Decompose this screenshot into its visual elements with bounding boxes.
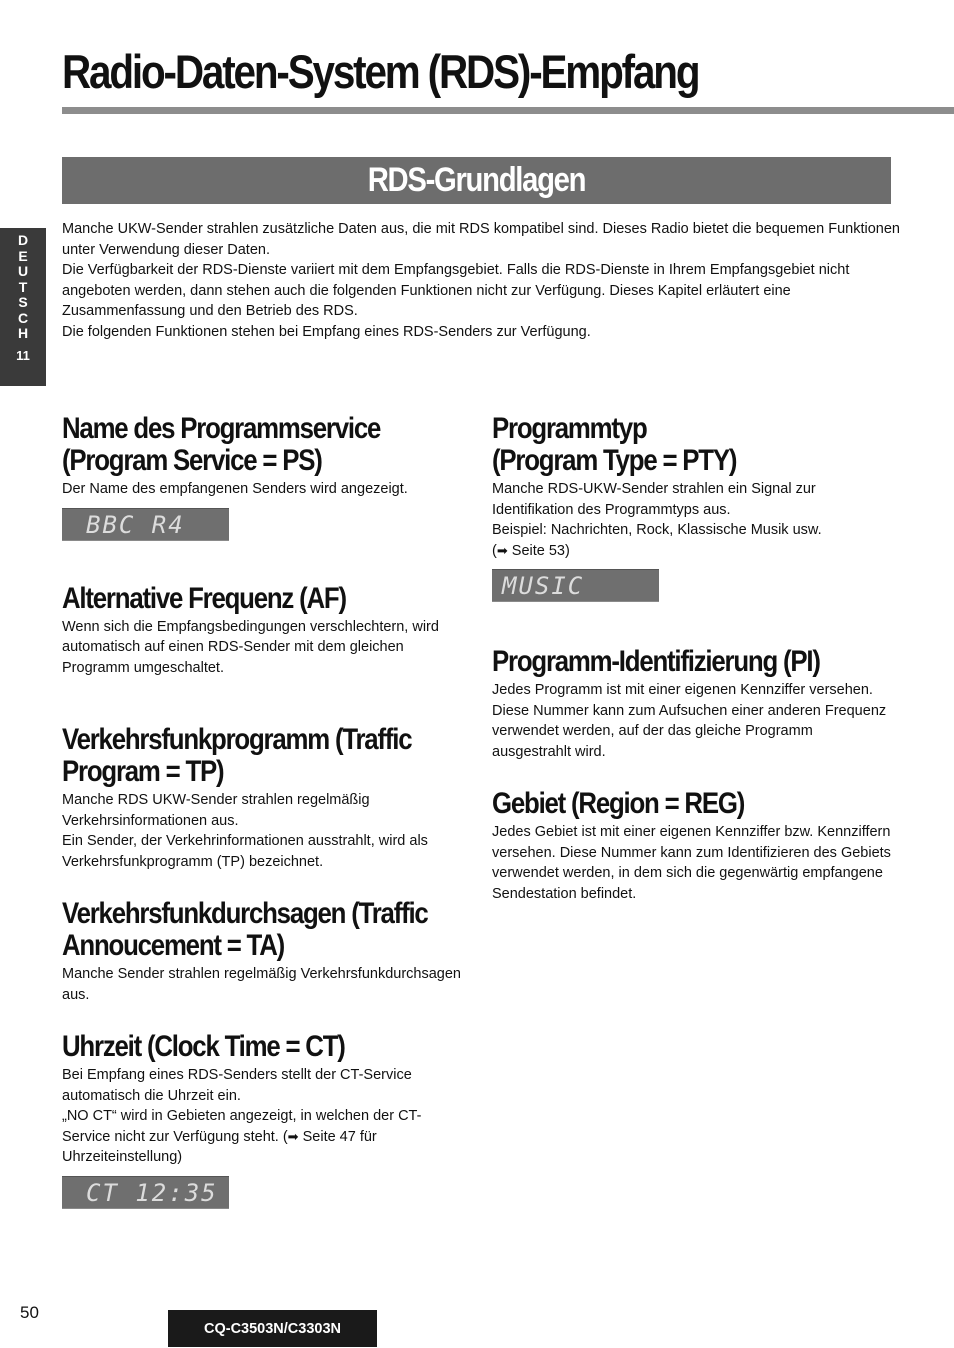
af-body: Wenn sich die Empfangsbedingungen verschlechtern, wird automatisch auf einen RDS-Sender mit dem gleichen Programm umgeschaltet. (62, 618, 439, 676)
section-ps (62, 413, 462, 541)
reg-heading: Gebiet (Region = REG) (492, 787, 745, 820)
ct-display-text: CT 12:35 (86, 1178, 218, 1207)
section-ct (62, 1031, 462, 1209)
left-column (62, 413, 462, 1209)
tp-heading: Verkehrsfunkprogramm (Traffic Program = TP) (62, 723, 412, 788)
section-pty (492, 413, 892, 602)
arrow-right-icon: ➡ (287, 1128, 299, 1144)
ps-heading: Name des Programmservice (Program Service = PS) (62, 412, 381, 477)
section-ta (62, 898, 462, 1005)
ct-body-1: Bei Empfang eines RDS-Senders stellt der CT-Service automatisch die Uhrzeit ein. (62, 1067, 412, 1104)
chapter-number: 11 (16, 347, 30, 363)
section-af (62, 583, 462, 679)
ps-display-text: BBC R4 (86, 510, 185, 539)
section-tp (62, 724, 462, 872)
tp-body-1: Manche RDS UKW-Sender strahlen regelmäßig Verkehrsinformationen aus. (62, 792, 370, 829)
ps-body: Der Name des empfangenen Senders wird angezeigt. (62, 481, 408, 497)
pty-body-2: Beispiel: Nachrichten, Rock, Klassische Musik usw. (492, 522, 822, 538)
pty-body-1: Manche RDS-UKW-Sender strahlen ein Signal zur Identifikation des Programmtyps aus. (492, 481, 816, 518)
arrow-right-icon: ➡ (496, 542, 508, 558)
language-tab (0, 228, 46, 386)
section-title: RDS-Grundlagen (367, 161, 586, 199)
model-label: CQ-C3503N/C3303N (168, 1310, 377, 1347)
pi-heading: Programm-Identifizierung (PI) (492, 645, 820, 678)
pty-heading: Programmtyp (Program Type = PTY) (492, 412, 737, 477)
ta-heading: Verkehrsfunkdurchsagen (Traffic Annoucement = TA) (62, 897, 428, 962)
right-column (492, 413, 892, 904)
ta-body: Manche Sender strahlen regelmäßig Verkehrsfunkdurchsagen aus. (62, 966, 461, 1003)
pty-display (492, 569, 659, 602)
section-header (62, 157, 891, 204)
ps-display (62, 508, 229, 541)
pty-reference: (➡ Seite 53) (492, 542, 570, 559)
ct-body-2: „NO CT“ wird in Gebieten angezeigt, in welchen der CT-Service nicht zur Verfügung steht. (➡ Seite 47 für Uhrzeiteinstellung) (62, 1108, 422, 1165)
page-number: 50 (20, 1303, 39, 1322)
page-title: Radio-Daten-System (RDS)-Empfang (62, 45, 699, 98)
ct-heading: Uhrzeit (Clock Time = CT) (62, 1030, 345, 1063)
pi-body: Jedes Programm ist mit einer eigenen Kennziffer versehen. Diese Nummer kann zum Aufsuchen einer anderen Frequenz verwendet werden, auf der das gleiche Programm ausgestrahlt wird. (492, 682, 887, 760)
intro-paragraph-2: Die Verfügbarkeit der RDS-Dienste variiert mit dem Empfangsgebiet. Falls die RDS-Dienste in Ihrem Empfangsgebiet nicht angeboten werden, dann stehen auch die folgenden Funktionen nicht zur Verfügung. Dieses Kapitel erläutert eine Zusammenfassung und den Betrieb des RDS. (62, 262, 850, 319)
title-rule (62, 107, 954, 114)
section-pi (492, 646, 892, 762)
pty-display-text: MUSIC (502, 572, 585, 600)
reg-body: Jedes Gebiet ist mit einer eigenen Kennziffer bzw. Kennziffern versehen. Diese Nummer kann zum Identifizieren des Gebiets verwendet werden, in dem sich die gegenwärtig empfangene Sendestation befindet. (492, 824, 891, 902)
section-reg (492, 788, 892, 904)
intro-paragraph-3: Die folgenden Funktionen stehen bei Empfang eines RDS-Senders zur Verfügung. (62, 323, 591, 340)
ct-display (62, 1176, 229, 1209)
af-heading: Alternative Frequenz (AF) (62, 581, 346, 615)
tp-body-2: Ein Sender, der Verkehrinformationen ausstrahlt, wird als Verkehrsfunkprogramm (TP) bezeichnet. (62, 833, 428, 870)
intro-text (62, 219, 902, 342)
language-label: D E U T S C H (17, 232, 29, 341)
intro-paragraph-1: Manche UKW-Sender strahlen zusätzliche Daten aus, die mit RDS kompatibel sind. Dieses Radio bietet die bequemen Funktionen unter Verwendung dieser Daten. (62, 221, 900, 258)
